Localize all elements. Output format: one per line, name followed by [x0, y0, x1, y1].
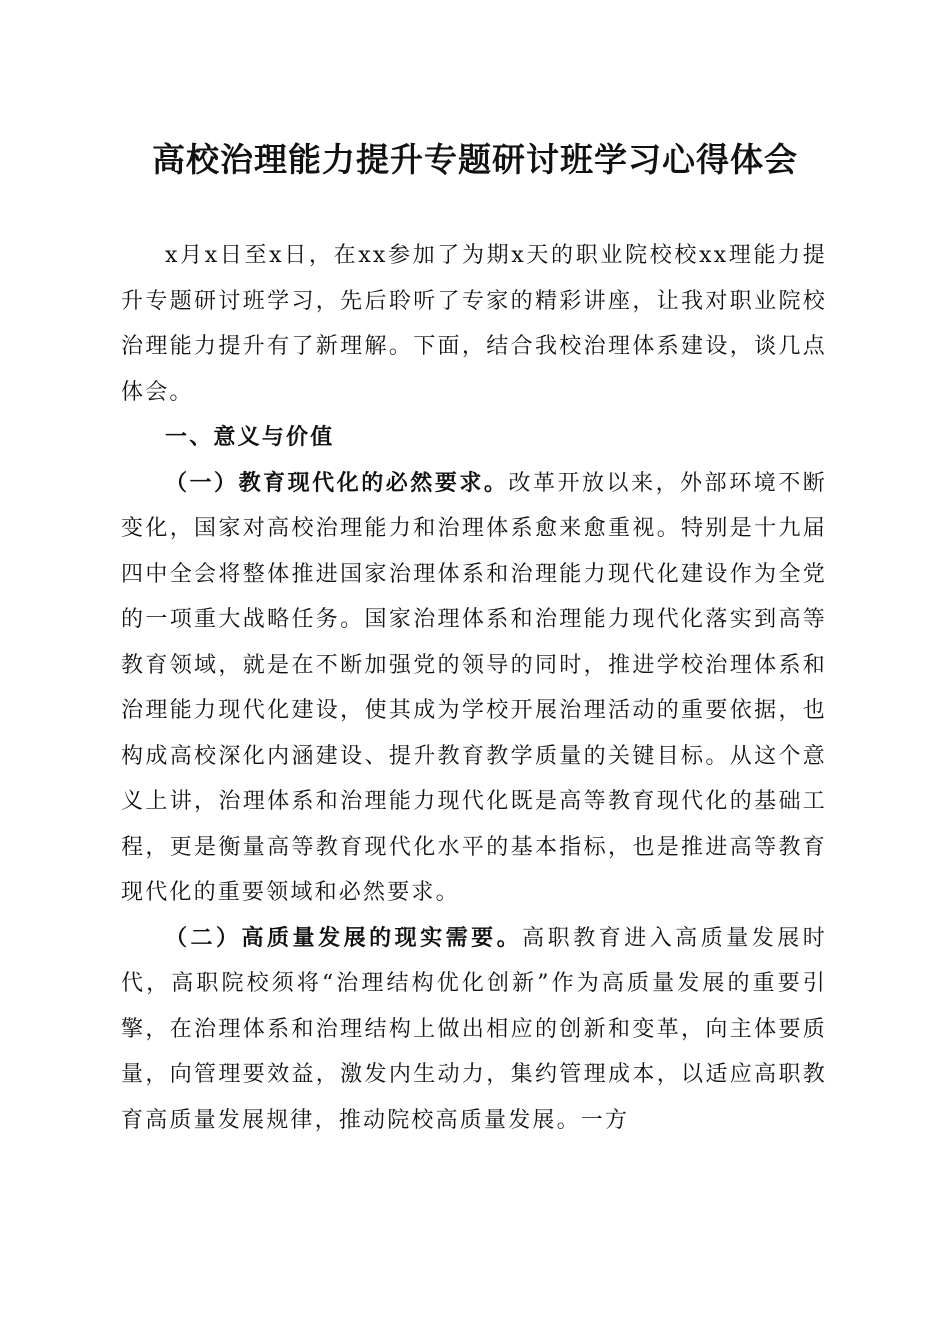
document-title: 高校治理能力提升专题研讨班学习心得体会 — [152, 140, 798, 179]
point-paragraph-1 — [121, 461, 827, 916]
section-heading: 一、意义与价值 — [165, 425, 335, 450]
point-text-1: 改革开放以来，外部环境不断变化，国家对高校治理能力和治理体系愈来愈重视。特别是十九届四中全会将整体推进国家治理体系和治理能力现代化建设作为全党的一项重大战略任务。国家治理体系和治理能力现代化落实到高等教育领域，就是在不断加强党的领导的同时，推进学校治理体系和治理能力现代化建设，使其成为学校开展治理活动的重要依据，也构成高校深化内涵建设、提升教育教学质量的关键目标。从这个意义上讲，治理体系和治理能力现代化既是高等教育现代化的基础工程，更是衡量高等教育现代化水平的基本指标，也是推进高等教育现代化的重要领域和必然要求。 — [121, 470, 827, 905]
point-lead-2: （二）高质量发展的现实需要。 — [165, 925, 523, 951]
point-text-2: 高职教育进入高质量发展时代，高职院校须将“治理结构优化创新”作为高质量发展的重要引擎，在治理体系和治理结构上做出相应的创新和变革，向主体要质量，向管理要效益，激发内生动力，集约管理成本，以适应高职教育高质量发展规律，推动院校高质量发展。一方 — [121, 925, 827, 1133]
point-paragraph-2 — [121, 916, 827, 1144]
point-lead-1: （一）教育现代化的必然要求。 — [165, 470, 509, 496]
intro-paragraph: x月x日至x日，在xx参加了为期x天的职业院校校xx理能力提升专题研讨班学习，先后聆听了专家的精彩讲座，让我对职业院校治理能力提升有了新理解。下面，结合我校治理体系建设，谈几点体会。 — [121, 243, 827, 405]
document-body — [121, 233, 827, 1143]
